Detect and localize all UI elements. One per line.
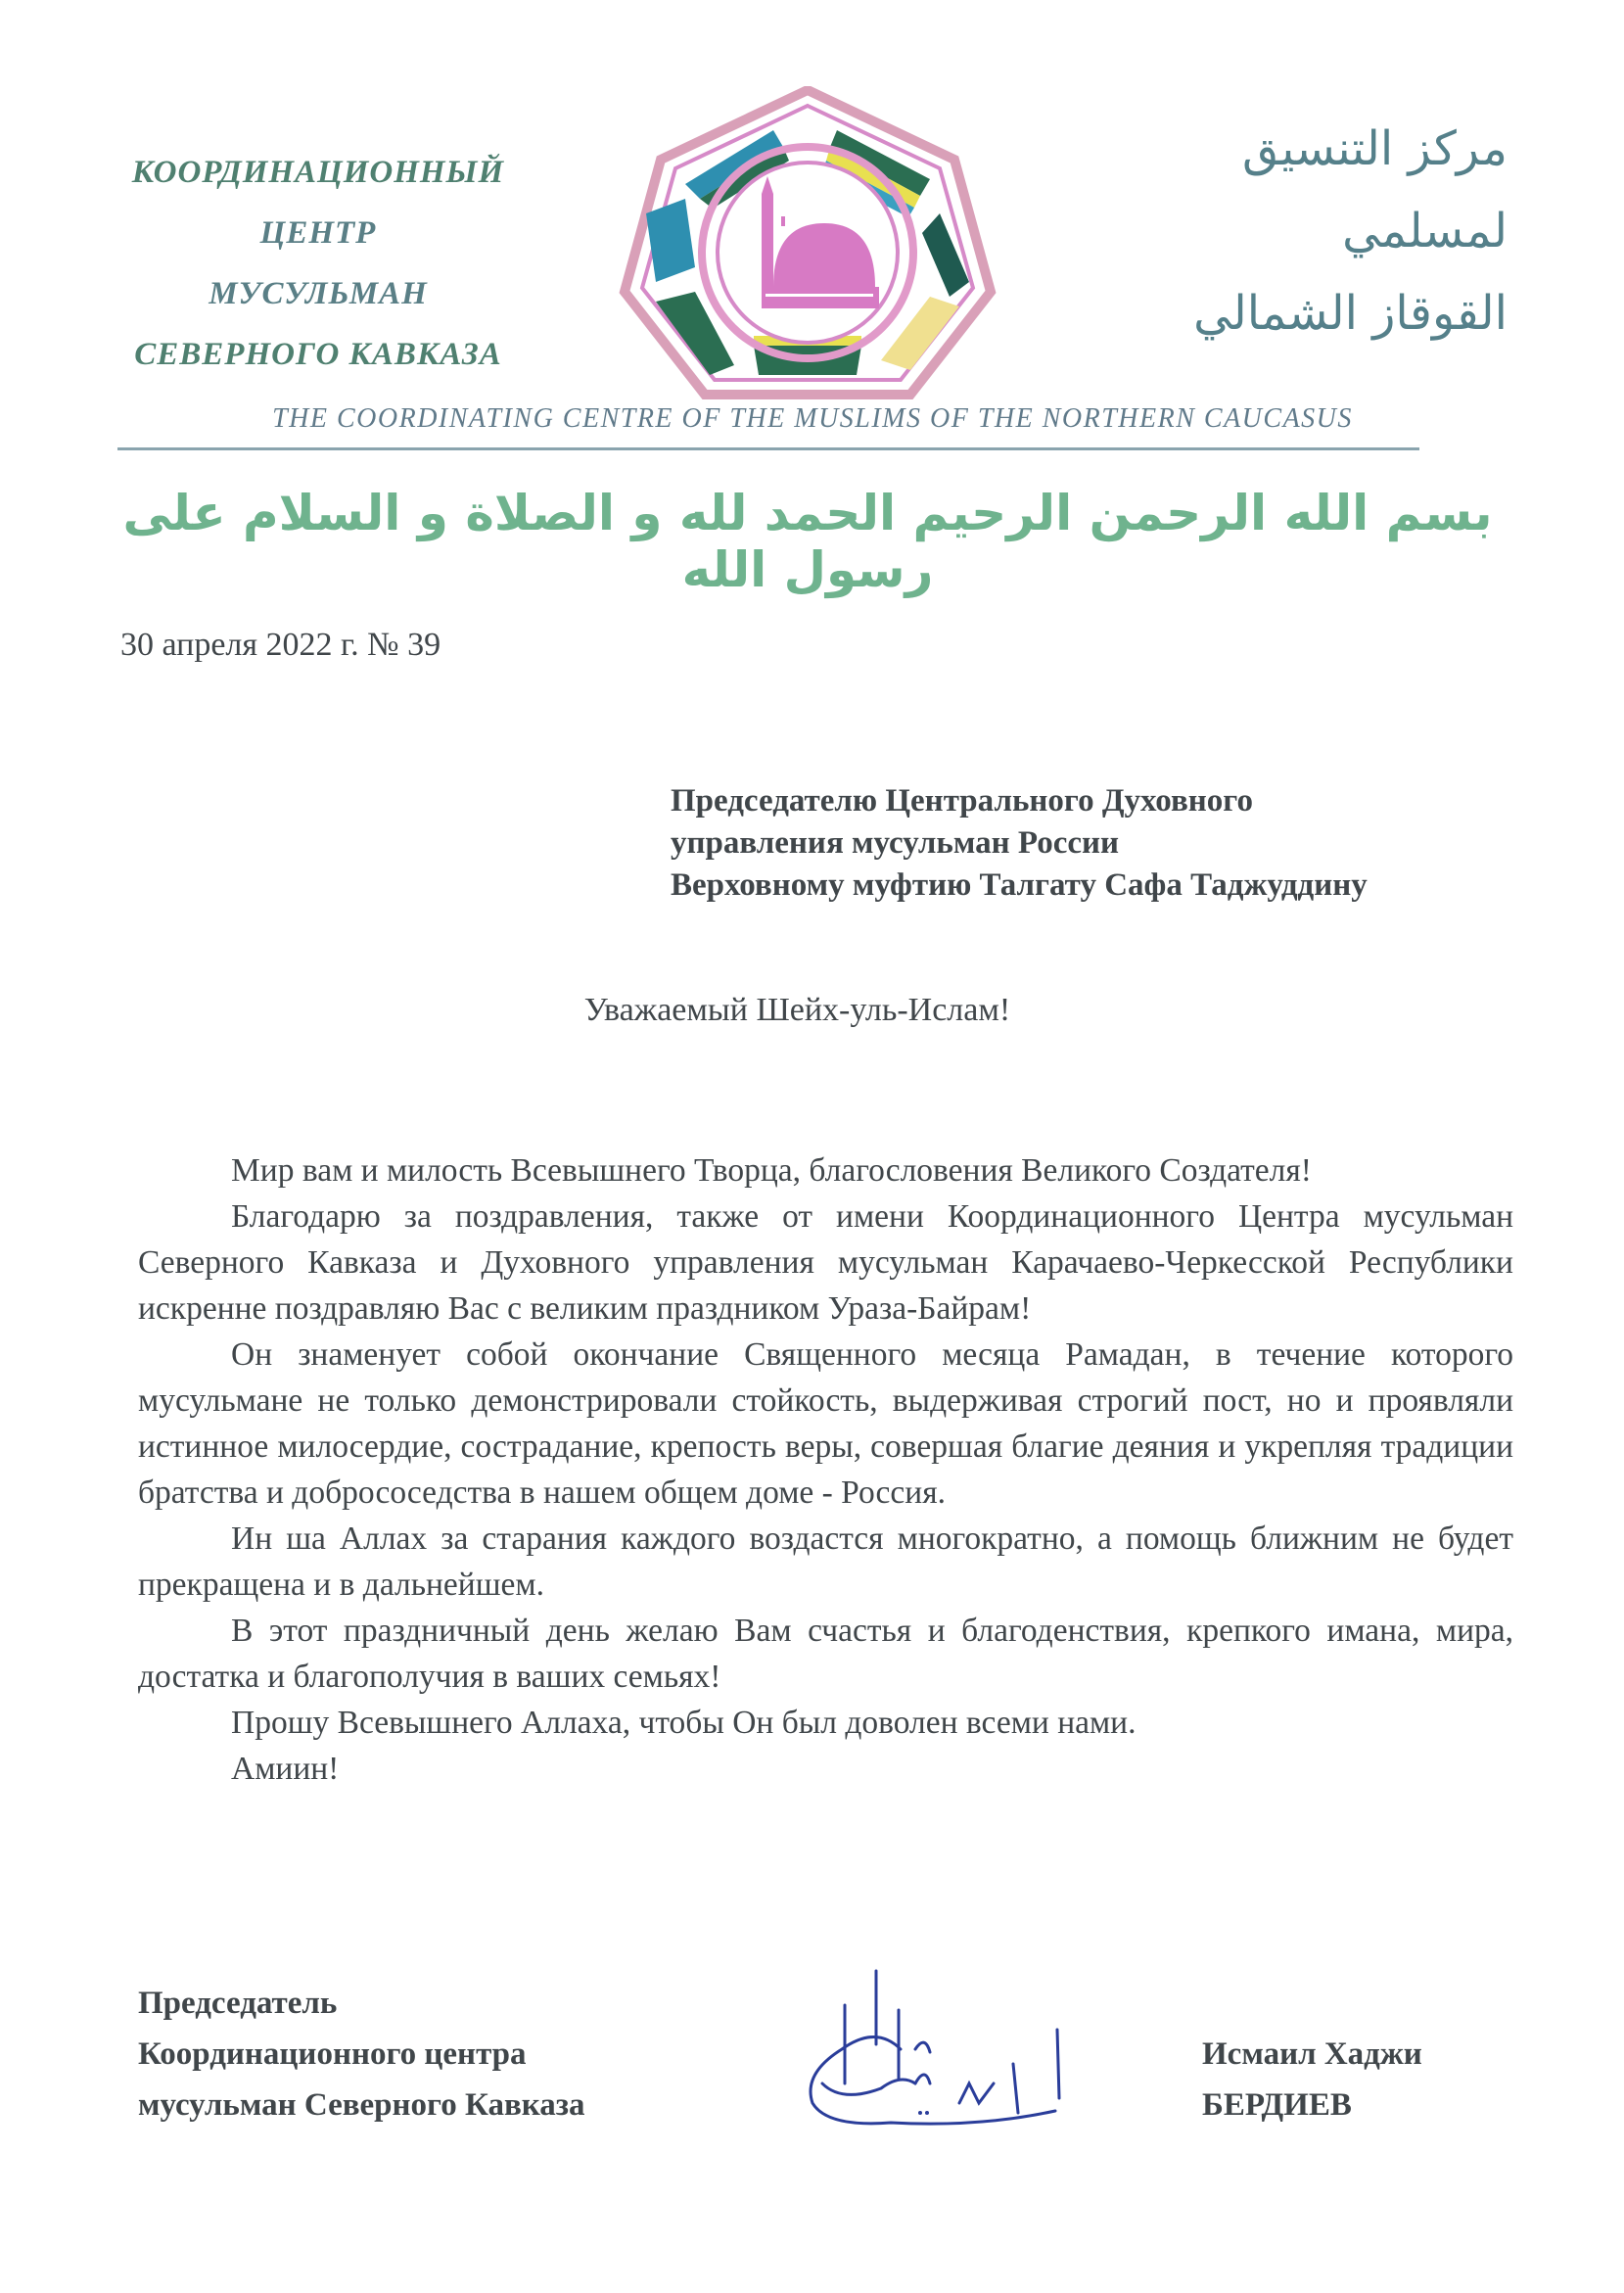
flag-segment bbox=[646, 199, 695, 282]
mosque-emblem-icon bbox=[617, 86, 998, 399]
signatory-title bbox=[138, 1978, 585, 2130]
body-paragraph: Мир вам и милость Всевышнего Творца, благословения Великого Создателя! bbox=[231, 1152, 1312, 1189]
body-paragraph: Прошу Всевышнего Аллаха, чтобы Он был доволен всеми нами. bbox=[231, 1705, 1137, 1741]
body-paragraph: Он знаменует собой окончание Священного месяца Рамадан, в течение которого мусульмане не только демонстрировали стойкость, выдерживая строгий пост, но и проявляли истинное милосердие, сострадание, крепость веры, совершая благие деяния и укрепляя традиции братства и добрососедства в нашем общем доме - Россия. bbox=[138, 1336, 1513, 1511]
org-name-en: THE COORDINATING CENTRE OF THE MUSLIMS OF THE NORTHERN CAUCASUS bbox=[272, 403, 1353, 434]
handwritten-signature-icon bbox=[783, 1966, 1096, 2137]
signatory-name bbox=[1202, 2029, 1422, 2130]
signatory-title-line: Председатель bbox=[138, 1986, 338, 2021]
addressee-line: Председателю Центрального Духовного bbox=[671, 783, 1253, 819]
org-name-ru bbox=[103, 142, 534, 385]
basmala: بسم الله الرحمن الرحيم الحمد لله و الصلاة و السلام على رسول الله bbox=[122, 485, 1493, 598]
body-paragraph: Благодарю за поздравления, также от имени Координационного Центра мусульман Северного Кавказа и Духовного управления мусульман Карачаево-Черкесской Республики искренне поздравляю Вас с великим праздником Ураза-Байрам! bbox=[138, 1198, 1513, 1327]
letter-body bbox=[138, 1147, 1513, 1792]
signatory-title-line: мусульман Северного Кавказа bbox=[138, 2087, 585, 2123]
body-paragraph: Амиин! bbox=[231, 1751, 340, 1787]
org-name-ar-line: لمسلمي bbox=[1342, 204, 1508, 258]
body-paragraph: Ин ша Аллах за старания каждого воздастся многократно, а помощь ближним не будет прекращена и в дальнейшем. bbox=[138, 1521, 1513, 1603]
org-name-ru-line: КООРДИНАЦИОННЫЙ bbox=[131, 155, 505, 190]
addressee-line: управления мусульман России bbox=[671, 825, 1120, 861]
org-name-ar bbox=[1077, 108, 1508, 354]
addressee-block bbox=[671, 780, 1368, 907]
flag-segment bbox=[881, 297, 959, 370]
letterhead-divider bbox=[117, 447, 1419, 450]
flag-segment bbox=[656, 292, 734, 375]
signatory-surname: БЕРДИЕВ bbox=[1202, 2087, 1352, 2123]
signatory-name-line: Исмаил Хаджи bbox=[1202, 2036, 1422, 2072]
date-and-number: 30 апреля 2022 г. № 39 bbox=[120, 627, 441, 663]
org-name-ru-line: МУСУЛЬМАН bbox=[209, 276, 428, 311]
greeting-text: Уважаемый Шейх-уль-Ислам! bbox=[583, 992, 1011, 1028]
org-name-ru-line: ЦЕНТР bbox=[259, 215, 377, 251]
org-name-ar-line: القوقاز الشمالي bbox=[1193, 286, 1508, 341]
addressee-line: Верховному муфтию Талгату Сафа Таджуддину bbox=[671, 867, 1368, 903]
body-paragraph: В этот праздничный день желаю Вам счастья и благоденствия, крепкого имана, мира, достатка и благополучия в ваших семьях! bbox=[138, 1613, 1513, 1695]
signatory-title-line: Координационного центра bbox=[138, 2036, 527, 2072]
org-name-ru-line: СЕВЕРНОГО КАВКАЗА bbox=[134, 337, 502, 372]
org-name-ar-line: مركز التنسيق bbox=[1241, 121, 1508, 176]
greeting bbox=[0, 992, 1624, 1029]
